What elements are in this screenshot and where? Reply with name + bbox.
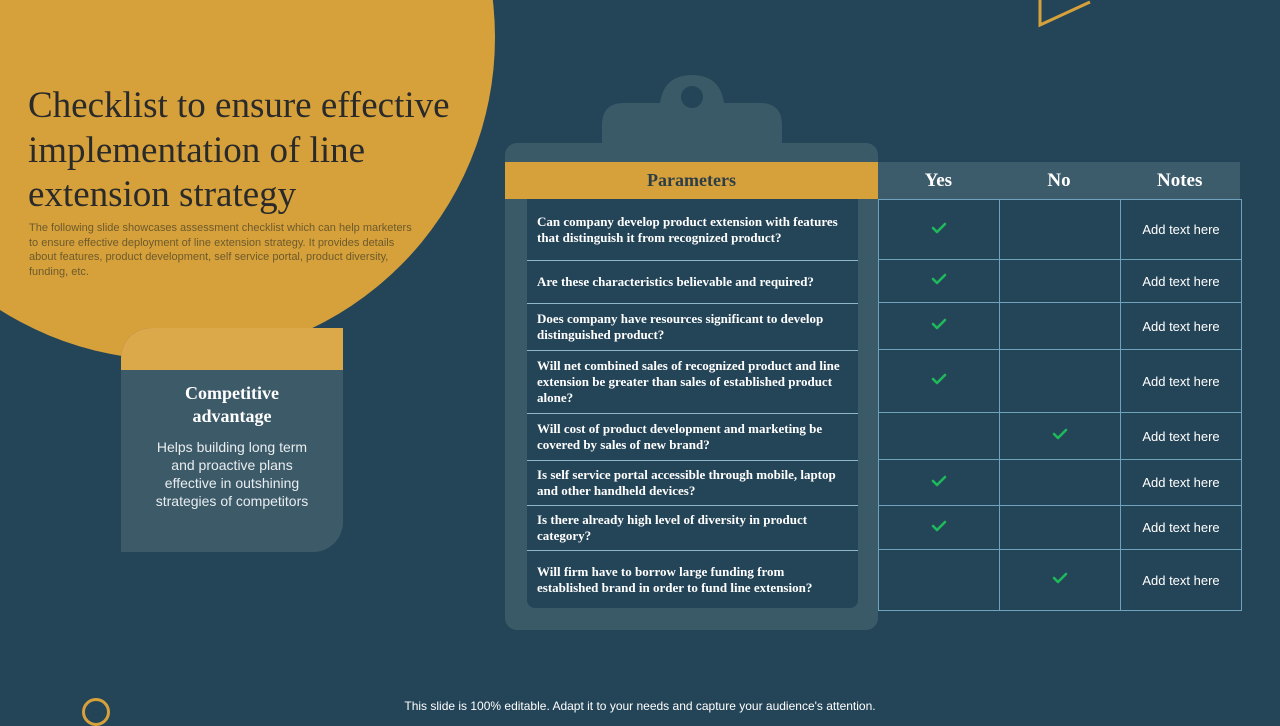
no-cell [999,549,1121,611]
check-icon [1052,571,1068,589]
no-cell [999,459,1121,506]
card-title: Competitive advantage [185,383,279,426]
parameter-row: Does company have resources significant to develop distinguished product? [527,303,858,350]
check-icon [931,221,947,239]
note-text: Add text here [1142,222,1220,237]
yes-cell [878,549,1000,611]
parameter-row: Will firm have to borrow large funding from established brand in order to fund line extension? [527,550,858,608]
notes-cell [1120,349,1242,413]
notes-cell [1120,505,1242,550]
yes-cell [878,302,1000,350]
no-cell [999,349,1121,413]
note-text: Add text here [1142,318,1220,334]
note-text: Add text here [1142,428,1220,444]
decorative-triangle-outline [1030,0,1110,40]
slide-subtitle: The following slide showcases assessment checklist which can help marketers to ensure effective deployment of line extension strategy. It provides details about features, product development, self service portal, product diversity, funding, etc. [29,222,412,278]
competitive-advantage-card [121,328,343,552]
no-cell [999,259,1121,303]
yes-cell [878,199,1000,260]
parameter-row: Is there already high level of diversity in product category? [527,505,858,550]
card-header-band [121,328,343,370]
note-text: Add text here [1142,475,1220,490]
yes-cell [878,259,1000,303]
footer-note: This slide is 100% editable. Adapt it to your needs and capture your audience's attention. [404,699,876,713]
yes-cell [878,505,1000,550]
no-cell [999,412,1121,460]
notes-cell [1120,199,1242,260]
parameters-list [527,199,858,608]
parameter-row: Will cost of product development and marketing be covered by sales of new brand? [527,413,858,460]
note-text: Add text here [1142,373,1220,389]
notes-cell [1120,259,1242,303]
parameter-row: Is self service portal accessible through mobile, laptop and other handheld devices? [527,460,858,505]
check-icon [931,272,947,290]
notes-cell [1120,549,1242,611]
parameters-header: Parameters [505,162,878,199]
check-icon [931,474,947,492]
no-column-header: No [1047,169,1071,191]
notes-cell [1120,302,1242,350]
clipboard-clip-graphic [602,75,782,147]
checklist-grid-header [878,162,1240,199]
check-icon [931,519,947,537]
slide-title: Checklist to ensure effective implementation of line extension strategy [28,85,450,215]
note-text: Add text here [1142,572,1220,588]
yes-cell [878,349,1000,413]
no-cell [999,199,1121,260]
note-text: Add text here [1142,273,1220,289]
check-icon [931,317,947,335]
note-text: Add text here [1142,520,1220,535]
no-cell [999,505,1121,550]
parameter-row: Will net combined sales of recognized product and line extension be greater than sales of established product alone? [527,350,858,413]
yes-column-header: Yes [924,169,953,191]
check-icon [931,372,947,390]
notes-cell [1120,459,1242,506]
checklist-grid [878,199,1241,611]
parameter-row: Can company develop product extension with features that distinguish it from recognized product? [537,213,838,245]
parameter-row: Are these characteristics believable and required? [527,260,858,303]
check-icon [1052,427,1068,445]
yes-cell [878,412,1000,460]
notes-column-header: Notes [1156,169,1203,191]
yes-cell [878,459,1000,506]
no-cell [999,302,1121,350]
notes-cell [1120,412,1242,460]
card-text: Helps building long term and proactive plans effective in outshining strategies of competitors [155,439,309,509]
